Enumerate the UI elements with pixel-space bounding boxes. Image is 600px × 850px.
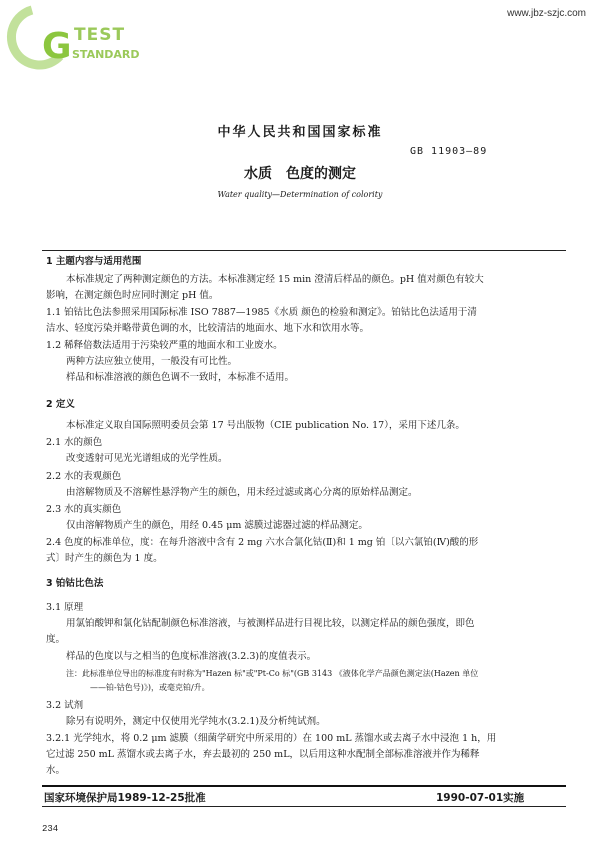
- s3-2-heading: 3.2 试剂: [46, 700, 84, 711]
- note-line1: 注：此标准单位导出的标准度有时称为"Hazen 标"或"Pt-Co 标"(GB 3143 《液体化学产品颜色测定法(Hazen 单位: [66, 669, 479, 678]
- logo-text-bottom: STANDARD: [72, 48, 140, 61]
- footer-divider-bottom: [42, 806, 566, 807]
- s2-3-text: 仅由溶解物质产生的颜色，用经 0.45 μm 滤膜过滤器过滤的样品测定。: [66, 520, 368, 531]
- s2-intro: 本标准定义取自国际照明委员会第 17 号出版物（CIE publication No. 17），采用下述几条。: [66, 420, 465, 431]
- site-url[interactable]: www.jbz-szjc.com: [507, 8, 586, 19]
- s1-2-line2: 两种方法应独立使用，一般没有可比性。: [66, 356, 238, 367]
- logo-letter: G: [42, 26, 72, 67]
- s3-2-1-line3: 水。: [46, 765, 66, 776]
- s1-para-line2: 影响，在测定颜色时应同时测定 pH 值。: [46, 290, 219, 301]
- english-subtitle: Water quality—Determination of colority: [217, 190, 383, 199]
- section-3-heading: 3 铂钴比色法: [46, 578, 104, 589]
- s2-4-line2: 式〕时产生的颜色为 1 度。: [46, 553, 163, 564]
- logo-text-top: TEST: [74, 25, 126, 45]
- title-part-a: 水质: [244, 166, 272, 182]
- section-2-heading: 2 定义: [46, 399, 75, 410]
- s2-1-text: 改变透射可见光光谱组成的光学性质。: [66, 453, 228, 464]
- s1-para-line1: 本标准规定了两种测定颜色的方法。本标准测定经 15 min 澄清后样品的颜色。pH 值对颜色有较大: [66, 274, 484, 285]
- section-1-heading: 1 主题内容与适用范围: [46, 256, 142, 267]
- effective-date: 1990-07-01实施: [436, 792, 525, 804]
- s3-2-text: 除另有说明外，测定中仅使用光学纯水(3.2.1)及分析纯试剂。: [66, 716, 326, 727]
- approval-info: 国家环境保护局1989-12-25批准: [44, 792, 206, 804]
- s2-2-heading: 2.2 水的表观颜色: [46, 471, 122, 482]
- footer-divider-top: [42, 785, 566, 787]
- title-part-b: 色度的测定: [286, 166, 356, 182]
- s2-4-line1: 2.4 色度的标准单位，度：在每升溶液中含有 2 mg 六水合氯化钴(Ⅱ)和 1 mg 铂〔以六氯铂(Ⅳ)酸的形: [46, 537, 479, 548]
- s1-2-line1: 1.2 稀释倍数法适用于污染较严重的地面水和工业废水。: [46, 340, 283, 351]
- s3-1-line3: 样品的色度以与之相当的色度标准溶液(3.2.3)的度值表示。: [66, 651, 317, 662]
- s1-1-line2: 洁水、轻度污染并略带黄色调的水，比较清洁的地面水、地下水和饮用水等。: [46, 323, 370, 334]
- page-number: 234: [42, 824, 59, 834]
- s2-3-heading: 2.3 水的真实颜色: [46, 504, 122, 515]
- s3-2-1-line2: 它过滤 250 mL 蒸馏水或去离子水，弃去最初的 250 mL，以后用这种水配制全部标准溶液并作为稀释: [46, 749, 480, 760]
- s3-2-1-line1: 3.2.1 光学纯水，将 0.2 μm 滤膜（细菌学研究中所采用的）在 100 mL 蒸馏水或去离子水中浸泡 1 h，用: [46, 733, 497, 744]
- s2-2-text: 由溶解物质及不溶解性悬浮物产生的颜色，用未经过滤或离心分离的原始样品测定。: [66, 487, 418, 498]
- document-title: [0, 163, 600, 183]
- s1-2-line3: 样品和标准溶液的颜色色调不一致时，本标准不适用。: [66, 372, 295, 383]
- s1-1-line1: 1.1 铂钴比色法参照采用国际标准 ISO 7887—1985《水质 颜色的检验和测定》。铂钴比色法适用于清: [46, 307, 477, 318]
- standard-title: 中华人民共和国国家标准: [217, 125, 383, 140]
- s3-1-line1: 用氯铂酸钾和氯化钴配制颜色标准溶液，与被测样品进行目视比较，以测定样品的颜色强度，即色: [66, 618, 475, 629]
- s2-1-heading: 2.1 水的颜色: [46, 437, 103, 448]
- top-divider: [42, 250, 566, 251]
- s3-1-line2: 度。: [46, 634, 66, 645]
- gtest-logo: [2, 2, 152, 72]
- gb-number: GB 11903—89: [410, 146, 488, 157]
- s3-1-heading: 3.1 原理: [46, 602, 84, 613]
- note-line2: ——铂-钴色号)》)，或毫克铂/升。: [90, 683, 210, 692]
